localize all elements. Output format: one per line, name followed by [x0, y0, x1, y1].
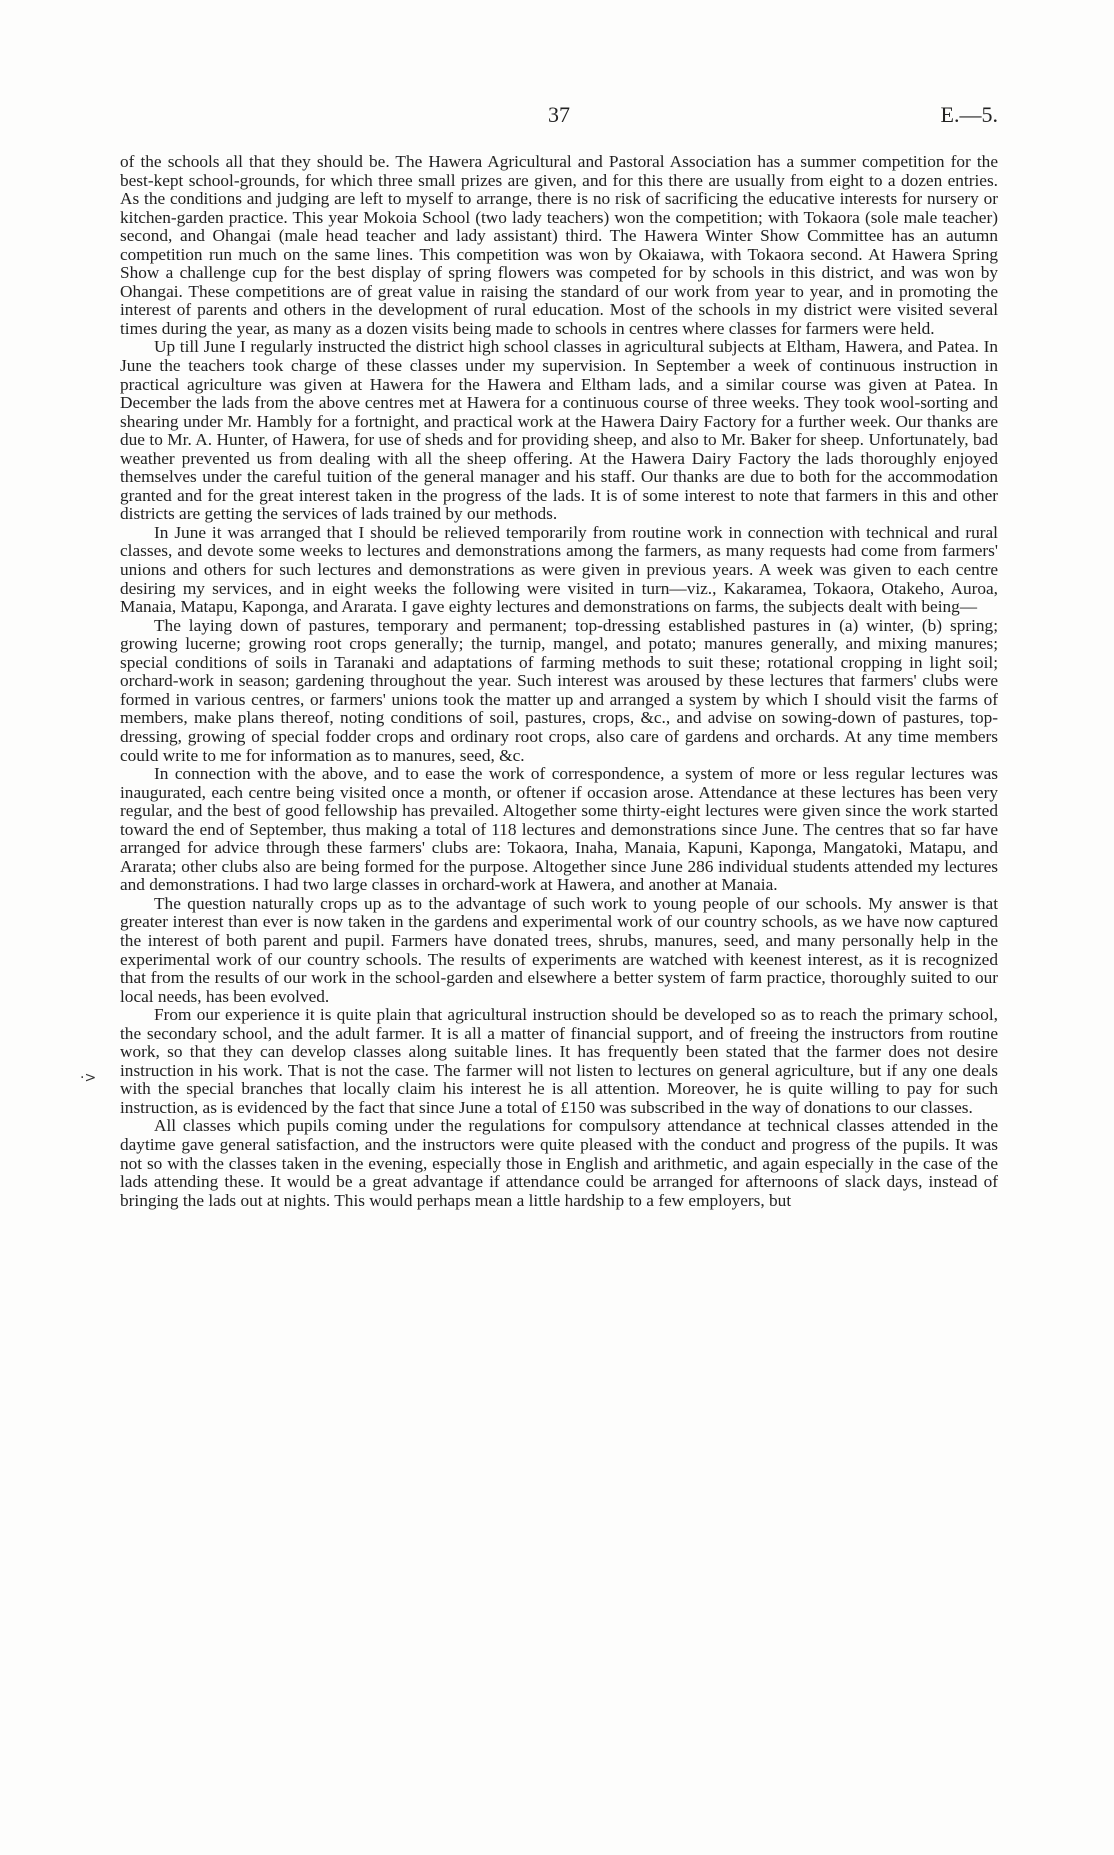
- page-number: 37: [548, 102, 570, 127]
- paragraph-compulsory-attendance: All classes which pupils coming under the regulations for compulsory attendance at technical classes attended in the daytime gave general satisfaction, and the instructors were quite pleased with the conduct and progress of the pupils. It was not so with the classes taken in the evening, especially those in English and arithmetic, and again especially in the case of the lads attending these. It would be a great advantage if attendance could be arranged for afternoons of slack days, instead of bringing the lads out at nights. This would perhaps mean a little hardship to a few employers, but: [120, 1116, 998, 1210]
- paragraph-agricultural-instruction: From our experience it is quite plain that agricultural instruction should be developed so as to reach the primary school, the secondary school, and the adult farmer. It is all a matter of financial support, and of freeing the instructors from routine work, so that they can develop classes along suitable lines. It has frequently been stated that the farmer does not desire instruction in his work. That is not the case. The farmer will not listen to lectures on general agriculture, but if any one deals with the special branches that locally claim his interest he is all attention. Moreover, he is quite willing to pay for such instruction, as is evidenced by the fact that since June a total of £150 was subscribed in the way of donations to our classes.: [120, 1005, 998, 1117]
- paragraph-advantage-to-schools: The question naturally crops up as to the advantage of such work to young people of our schools. My answer is that greater interest than ever is now taken in the gardens and experimental work of our country schools, as we have now captured the interest of both parent and pupil. Farmers have donated trees, shrubs, manures, seed, and many personally help in the experimental work of our country schools. The results of experiments are watched with keenest interest, as it is recognized that from the results of our work in the school-garden and elsewhere a better system of farm practice, thoroughly suited to our local needs, has been evolved.: [120, 893, 998, 1006]
- margin-annotation-mark: ·>: [80, 1070, 97, 1086]
- paragraph-district-high-school-classes: Up till June I regularly instructed the district high school classes in agricultural subjects at Eltham, Hawera, and Patea. In June the teachers took charge of these classes under my supervision. In September a week of continuous instruction in practical agriculture was given at Hawera for the Hawera and Eltham lads, and a similar course was given at Patea. In December the lads from the above centres met at Hawera for a continuous course of three weeks. They took wool-sorting and shearing under Mr. Hambly for a fortnight, and practical work at the Hawera Dairy Factory for a further week. Our thanks are due to Mr. A. Hunter, of Hawera, for use of sheds and for providing sheep, and also to Mr. Baker for sheep. Unfortunately, bad weather prevented us from dealing with all the sheep offering. At the Hawera Dairy Factory the lads thoroughly enjoyed themselves under the careful tuition of the general manager and his staff. Our thanks are due to both for the accommodation granted and for the great interest taken in the progress of the lads. It is of some interest to note that farmers in this and other districts are getting the services of lads trained by our methods.: [120, 337, 998, 524]
- page-header: [120, 102, 998, 132]
- body-text: [120, 153, 998, 1210]
- paragraph-school-competitions: of the schools all that they should be. The Hawera Agricultural and Pastoral Association has a summer competition for the best-kept school-grounds, for which three small prizes are given, and for this there are usually from eight to a dozen entries. As the conditions and judging are left to myself to arrange, there is no risk of sacrificing the educative interests for nursery or kitchen-garden practice. This year Mokoia School (two lady teachers) won the competition; with Tokaora (sole male teacher) second, and Ohangai (male head teacher and lady assistant) third. The Hawera Winter Show Committee has an autumn competition run much on the same lines. This competition was won by Okaiawa, with Tokaora second. At Hawera Spring Show a challenge cup for the best display of spring flowers was competed for by schools in this district, and was won by Ohangai. These competitions are of great value in raising the standard of our work from year to year, and in promoting the interest of parents and others in the development of rural education. Most of the schools in my district were visited several times during the year, as many as a dozen visits being made to schools in centres where classes for farmers were held.: [120, 152, 998, 338]
- paragraph-lecture-subjects: The laying down of pastures, temporary and permanent; top-dressing established pastures in (a) winter, (b) spring; growing lucerne; growing root crops generally; the turnip, mangel, and potato; manures generally, and mixing manures; special conditions of soils in Taranaki and adaptations of farming methods to suit these; rotational cropping in light soil; orchard-work in season; gardening throughout the year. Such interest was aroused by these lectures that farmers' clubs were formed in various centres, or farmers' unions took the matter up and arranged a system by which I should visit the farms of members, make plans thereof, noting conditions of soil, pastures, crops, &c., and advise on sowing-down of pastures, top-dressing, growing of special fodder crops and ordinary root crops, also care of gardens and orchards. At any time members could write to me for information as to manures, seed, &c.: [120, 615, 998, 765]
- paragraph-regular-lectures: In connection with the above, and to ease the work of correspondence, a system of more or less regular lectures was inaugurated, each centre being visited once a month, or oftener if occasion arose. Attendance at these lectures has been very regular, and the best of good fellowship has prevailed. Altogether some thirty-eight lectures were given since the work started toward the end of September, thus making a total of 118 lectures and demonstrations since June. The centres that so far have arranged for advice through these farmers' clubs are: Tokaora, Inaha, Manaia, Kapuni, Kaponga, Mangatoki, Matapu, and Ararata; other clubs also are being formed for the purpose. Altogether since June 286 individual students attended my lectures and demonstrations. I had two large classes in orchard-work at Hawera, and another at Manaia.: [120, 764, 998, 895]
- document-reference: E.—5.: [940, 102, 998, 127]
- paragraph-lectures-among-farmers: In June it was arranged that I should be relieved temporarily from routine work in connection with technical and rural classes, and devote some weeks to lectures and demonstrations among the farmers, as many requests had come from farmers' unions and others for such lectures and demonstrations as were given in previous years. A week was given to each centre desiring my services, and in eight weeks the following were visited in turn—viz., Kakaramea, Tokaora, Otakeho, Auroa, Manaia, Matapu, Kaponga, and Ararata. I gave eighty lectures and demonstrations on farms, the subjects dealt with being—: [120, 522, 998, 617]
